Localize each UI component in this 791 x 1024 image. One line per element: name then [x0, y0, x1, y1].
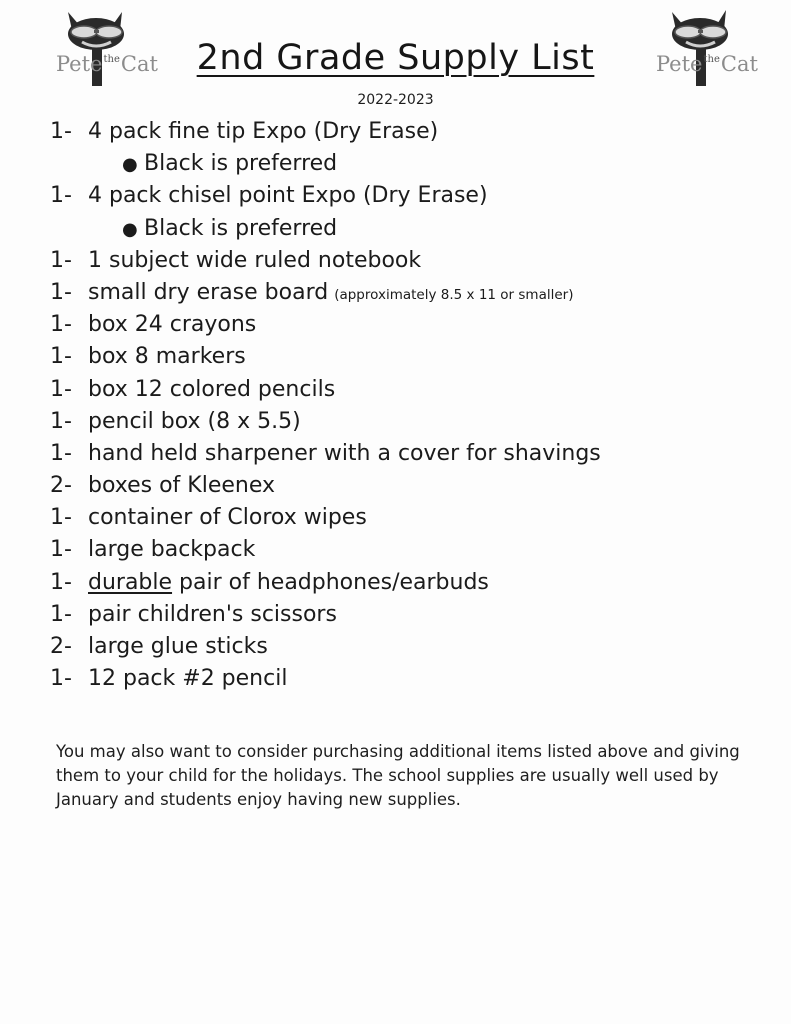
school-year: 2022-2023 — [357, 92, 434, 108]
item-quantity: 1- — [50, 666, 72, 692]
logo-word-pete: Pete — [656, 52, 703, 76]
item-emphasis: durable — [88, 569, 173, 595]
supply-item-scissors — [50, 599, 770, 631]
footer-note: You may also want to consider purchasing additional items listed above and giving them to your child for the holidays. The school supplies are usually well used by January and students enjoy having new supplies. — [56, 742, 740, 809]
item-text: box 12 colored pencils — [88, 376, 336, 402]
supply-item-pencil-box — [50, 406, 770, 438]
item-text: hand held sharpener with a cover for shavings — [88, 440, 601, 466]
logo-word-cat: Cat — [720, 52, 758, 76]
supply-item-crayons — [50, 309, 770, 341]
supply-item-backpack — [50, 534, 770, 566]
sub-note-fine-tip — [50, 148, 770, 180]
bullet-icon: ● — [122, 154, 138, 176]
supply-item-glue-sticks — [50, 631, 770, 663]
item-text: box 8 markers — [88, 344, 246, 370]
item-text: boxes of Kleenex — [88, 473, 275, 499]
item-text: box 24 crayons — [88, 312, 257, 338]
supply-item-chisel-point-expo — [50, 180, 770, 212]
item-quantity: 1- — [50, 183, 72, 209]
item-quantity: 1- — [50, 601, 72, 627]
item-text: 1 subject wide ruled notebook — [88, 247, 422, 273]
item-text: pair of headphones/earbuds — [179, 569, 489, 595]
supply-item-notebook — [50, 245, 770, 277]
supply-item-dry-erase-board — [50, 277, 770, 309]
item-note: (approximately 8.5 x 11 or smaller) — [334, 286, 574, 303]
item-quantity: 1- — [50, 312, 72, 338]
sub-note-text: Black is preferred — [144, 215, 338, 241]
supply-item-headphones — [50, 567, 770, 599]
item-text: 4 pack chisel point Expo (Dry Erase) — [88, 183, 488, 209]
item-text: pair children's scissors — [88, 601, 337, 627]
item-text: 4 pack fine tip Expo (Dry Erase) — [88, 119, 439, 144]
bullet-icon: ● — [122, 218, 138, 240]
item-text: 12 pack #2 pencil — [88, 666, 288, 692]
supply-item-fine-tip-expo — [50, 116, 770, 148]
item-text: container of Clorox wipes — [88, 505, 367, 531]
item-quantity: 1- — [50, 537, 72, 563]
supply-item-colored-pencils — [50, 374, 770, 406]
sub-note-text: Black is preferred — [144, 151, 338, 177]
item-quantity: 1- — [50, 505, 72, 531]
item-quantity: 2- — [50, 473, 72, 499]
logo-word-cat: Cat — [120, 52, 158, 76]
item-quantity: 1- — [50, 119, 72, 144]
supply-item-clorox-wipes — [50, 502, 770, 534]
supply-list — [50, 116, 770, 695]
sub-note-chisel-point — [50, 213, 770, 245]
logo-word-the: the — [103, 54, 120, 65]
item-quantity: 1- — [50, 440, 72, 466]
item-text: pencil box (8 x 5.5) — [88, 408, 301, 434]
item-text: small dry erase board — [88, 279, 329, 305]
supply-item-pencils — [50, 663, 770, 695]
item-quantity: 1- — [50, 247, 72, 273]
item-text: large glue sticks — [88, 634, 268, 659]
item-quantity: 2- — [50, 634, 72, 659]
item-quantity: 1- — [50, 376, 72, 402]
item-quantity: 1- — [50, 279, 72, 305]
page-title: 2nd Grade Supply List — [196, 38, 595, 78]
supply-item-markers — [50, 341, 770, 373]
item-text: large backpack — [88, 537, 256, 563]
logo-word-the: the — [703, 54, 720, 65]
logo-word-pete: Pete — [56, 52, 103, 76]
supply-item-sharpener — [50, 438, 770, 470]
item-quantity: 1- — [50, 344, 72, 370]
item-quantity: 1- — [50, 408, 72, 434]
item-quantity: 1- — [50, 569, 72, 595]
supply-item-kleenex — [50, 470, 770, 502]
